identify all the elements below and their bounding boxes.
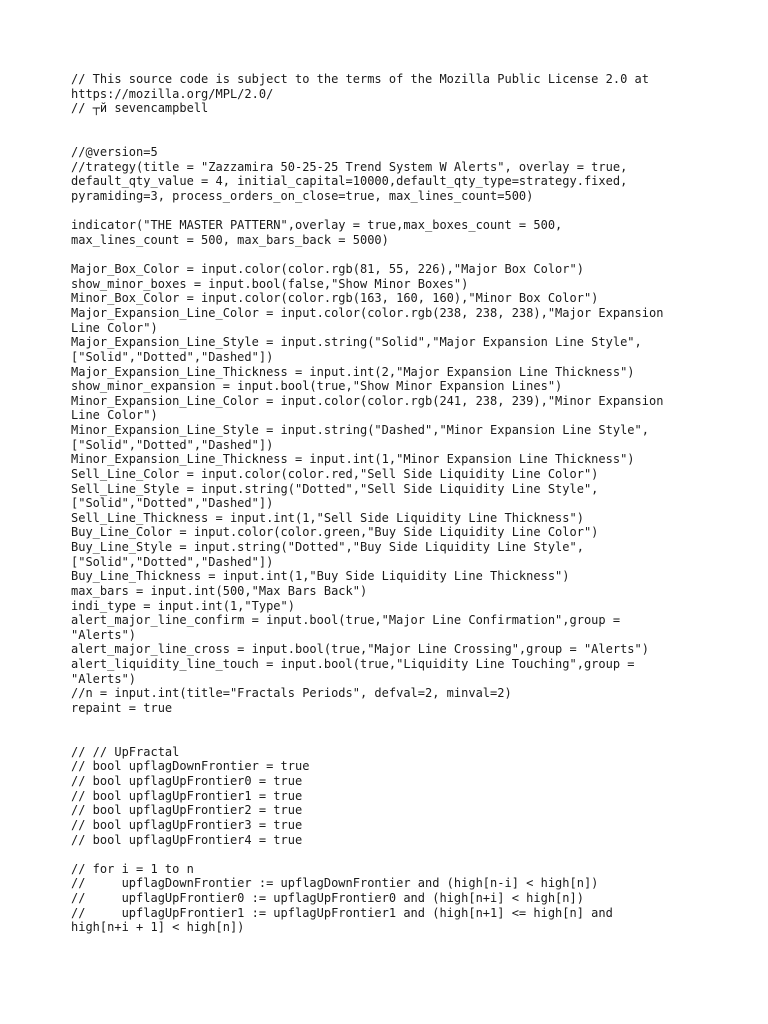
code-line: // bool upflagUpFrontier4 = true: [71, 832, 303, 847]
code-line: //trategy(title = "Zazzamira 50-25-25 Trend System W Alerts", overlay = true,: [71, 159, 628, 174]
code-line: Major_Expansion_Line_Style = input.string("Solid","Major Expansion Line Style",: [71, 335, 642, 350]
code-line: Buy_Line_Color = input.color(color.green,"Buy Side Liquidity Line Color"): [71, 525, 599, 540]
code-line: Major_Expansion_Line_Color = input.color(color.rgb(238, 238, 238),"Major Expansion: [71, 306, 664, 320]
code-line: Minor_Expansion_Line_Style = input.string("Dashed","Minor Expansion Line Style",: [71, 423, 649, 437]
code-line: Major_Box_Color = input.color(color.rgb(81, 55, 226),"Major Box Color"): [71, 262, 584, 277]
code-line: Minor_Expansion_Line_Color = input.color(color.rgb(241, 238, 239),"Minor Expansion: [71, 393, 664, 408]
code-line: // // UpFractal: [71, 744, 180, 759]
code-line: Sell_Line_Color = input.color(color.red,"Sell Side Liquidity Line Color"): [71, 466, 599, 481]
code-text-block: [71, 72, 711, 935]
code-line: ["Solid","Dotted","Dashed"]): [71, 554, 274, 569]
code-line: // ┬й sevencampbell: [71, 101, 209, 116]
code-line: Minor_Box_Color = input.color(color.rgb(163, 160, 160),"Minor Box Color"): [71, 291, 599, 306]
code-line: [71, 204, 711, 219]
code-line: //@version=5: [71, 145, 158, 160]
code-line: [71, 116, 711, 131]
code-line: // for i = 1 to n: [71, 861, 194, 876]
code-line: Sell_Line_Thickness = input.int(1,"Sell Side Liquidity Line Thickness"): [71, 510, 584, 525]
code-line: indi_type = input.int(1,"Type"): [71, 598, 295, 613]
code-line: pyramiding=3, process_orders_on_close=true, max_lines_count=500): [71, 189, 534, 203]
code-line: [71, 847, 711, 862]
code-line: // This source code is subject to the terms of the Mozilla Public License 2.0 at: [71, 72, 649, 86]
code-line: high[n+i + 1] < high[n]): [71, 920, 245, 935]
code-line: // upflagUpFrontier0 := upflagUpFrontier0 and (high[n+i] < high[n]): [71, 891, 584, 905]
code-line: indicator("THE MASTER PATTERN",overlay = true,max_boxes_count = 500,: [71, 218, 563, 233]
code-line: ["Solid","Dotted","Dashed"]): [71, 496, 274, 511]
code-line: alert_major_line_cross = input.bool(true,"Major Line Crossing",group = "Alerts"): [71, 642, 649, 657]
code-line: alert_liquidity_line_touch = input.bool(true,"Liquidity Line Touching",group =: [71, 657, 635, 671]
code-line: https://mozilla.org/MPL/2.0/: [71, 86, 274, 101]
code-line: // bool upflagUpFrontier0 = true: [71, 774, 303, 788]
code-line: show_minor_boxes = input.bool(false,"Show Minor Boxes"): [71, 276, 469, 291]
code-line: alert_major_line_confirm = input.bool(true,"Major Line Confirmation",group =: [71, 613, 621, 628]
code-line: // bool upflagUpFrontier2 = true: [71, 803, 303, 818]
code-line: [71, 716, 711, 731]
code-line: default_qty_value = 4, initial_capital=10000,default_qty_type=strategy.fixed,: [71, 174, 628, 189]
code-line: Buy_Line_Style = input.string("Dotted","Buy Side Liquidity Line Style",: [71, 540, 584, 554]
code-line: ["Solid","Dotted","Dashed"]): [71, 349, 274, 364]
code-line: show_minor_expansion = input.bool(true,"Show Minor Expansion Lines"): [71, 379, 563, 394]
code-line: Major_Expansion_Line_Thickness = input.int(2,"Major Expansion Line Thickness"): [71, 364, 635, 379]
code-line: Line Color"): [71, 408, 158, 423]
code-line: // bool upflagDownFrontier = true: [71, 759, 310, 774]
code-line: repaint = true: [71, 700, 173, 715]
code-line: max_lines_count = 500, max_bars_back = 5000): [71, 232, 389, 247]
code-line: Minor_Expansion_Line_Thickness = input.int(1,"Minor Expansion Line Thickness"): [71, 452, 635, 467]
code-line: Sell_Line_Style = input.string("Dotted","Sell Side Liquidity Line Style",: [71, 481, 599, 496]
code-line: // upflagDownFrontier := upflagDownFrontier and (high[n-i] < high[n]): [71, 876, 599, 891]
code-line: //n = input.int(title="Fractals Periods", defval=2, minval=2): [71, 686, 512, 701]
code-line: Buy_Line_Thickness = input.int(1,"Buy Side Liquidity Line Thickness"): [71, 569, 570, 584]
code-line: [71, 730, 711, 745]
code-line: // bool upflagUpFrontier1 = true: [71, 788, 303, 803]
code-line: "Alerts"): [71, 627, 137, 642]
code-line: [71, 131, 711, 146]
code-line: ["Solid","Dotted","Dashed"]): [71, 437, 274, 452]
code-line: // upflagUpFrontier1 := upflagUpFrontier1 and (high[n+1] <= high[n] and: [71, 905, 613, 920]
code-line: // bool upflagUpFrontier3 = true: [71, 817, 303, 832]
code-line: [71, 248, 711, 263]
code-line: Line Color"): [71, 320, 158, 335]
code-line: "Alerts"): [71, 671, 137, 686]
code-line: max_bars = input.int(500,"Max Bars Back"): [71, 583, 368, 598]
